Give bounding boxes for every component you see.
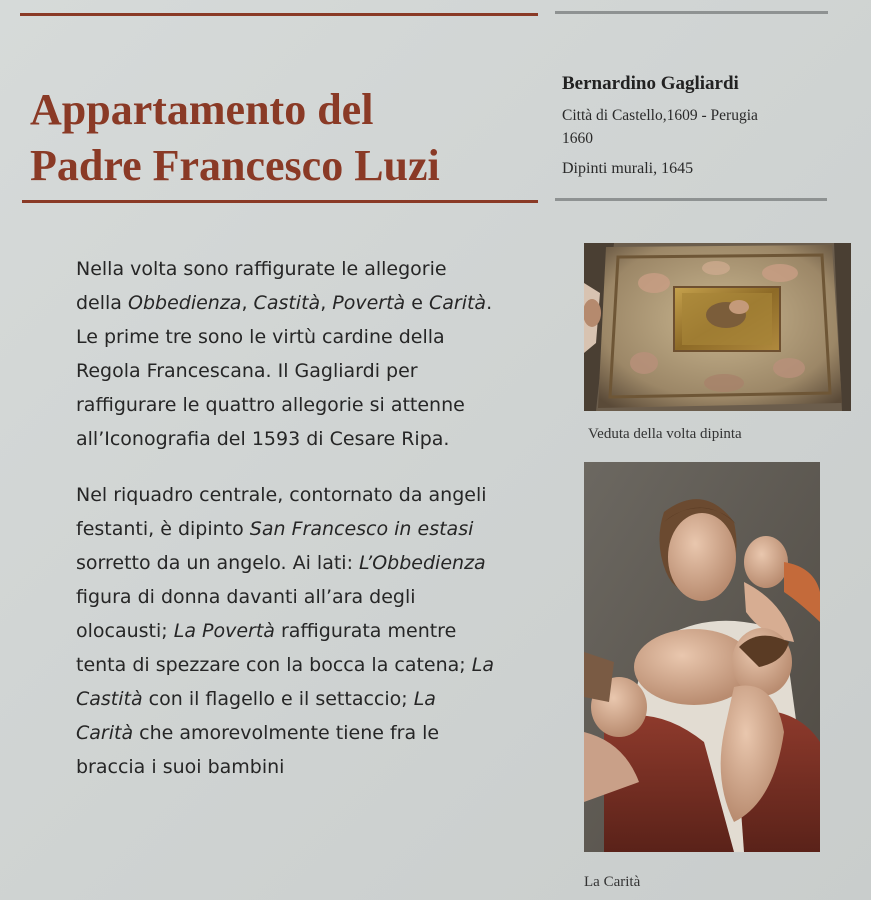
p2-text: olocausti; [76,620,174,642]
author-name: Bernardino Gagliardi [562,73,739,94]
p2-italic-obbedienza: L’Obbedienza [359,552,486,574]
p2-italic-la: La [471,654,494,676]
author-place-line-2: 1660 [562,130,593,147]
title-line-1: Appartamento del [30,85,374,134]
p2-italic-poverta: La Povertà [173,620,275,642]
author-work: Dipinti murali, 1645 [562,160,694,177]
title-bottom-rule [22,200,538,203]
p2-line-2 [76,512,556,546]
p1-italic-carita: Carità [428,292,487,314]
carita-caption: La Carità [584,874,641,890]
p2-line-4: figura di donna davanti all’ara degli [76,586,416,608]
carita-fresco-image [584,462,820,852]
vault-fresco-drawing [584,243,851,411]
p1-line-1: Nella volta sono raffigurate le allegorie [76,258,447,280]
author-block [562,72,832,180]
p1-line-2 [76,286,556,320]
author-bottom-rule [555,198,827,201]
top-rule-left [20,13,538,16]
p2-line-7 [76,682,556,716]
p2-text: festanti, è dipinto [76,518,250,540]
p1-italic-poverta: Povertà [332,292,406,314]
p2-line-8 [76,716,556,750]
p1-italic-obbedienza: Obbedienza [128,292,242,314]
p2-text: con il flagello e il settaccio; [142,688,414,710]
p2-text: tenta di spezzare con la bocca la catena; [76,654,472,676]
p2-italic-san-francesco: San Francesco in estasi [249,518,474,540]
p1-line-6: all’Iconografia del 1593 di Cesare Ripa. [76,428,450,450]
top-rule-right [555,11,828,14]
vault-fresco-image [584,243,851,411]
p1-text: e [405,292,429,314]
p1-line-5: raffigurare le quattro allegorie si attenne [76,394,465,416]
p1-text: . [486,292,493,314]
p2-italic-castita: Castità [76,688,143,710]
vault-caption: Veduta della volta dipinta [588,426,742,442]
p2-text: sorretto da un angelo. Ai lati: [76,552,360,574]
p1-text: , [241,292,254,314]
p1-line-4: Regola Francescana. Il Gagliardi per [76,360,418,382]
author-place [562,104,832,150]
p1-italic-castita: Castità [253,292,321,314]
title-line-2: Padre Francesco Luzi [30,141,440,190]
p2-text: che amorevolmente tiene fra le [133,722,440,744]
p1-text: della [76,292,128,314]
p2-line-6 [76,648,556,682]
p1-line-3: Le prime tre sono le virtù cardine della [76,326,445,348]
author-place-line-1: Città di Castello,1609 - Perugia [562,107,758,124]
p2-text: raffigurata mentre [274,620,457,642]
p2-italic-la: La [413,688,436,710]
p2-line-1: Nel riquadro centrale, contornato da angeli [76,484,487,506]
p2-line-3 [76,546,556,580]
page-title [30,82,530,194]
p2-italic-carita: Carità [76,722,134,744]
p2-line-9: braccia i suoi bambini [76,756,285,778]
p2-line-5 [76,614,556,648]
carita-fresco-drawing [584,462,820,852]
p1-text: , [320,292,333,314]
paragraph-1 [76,252,556,456]
paragraph-2 [76,478,556,784]
